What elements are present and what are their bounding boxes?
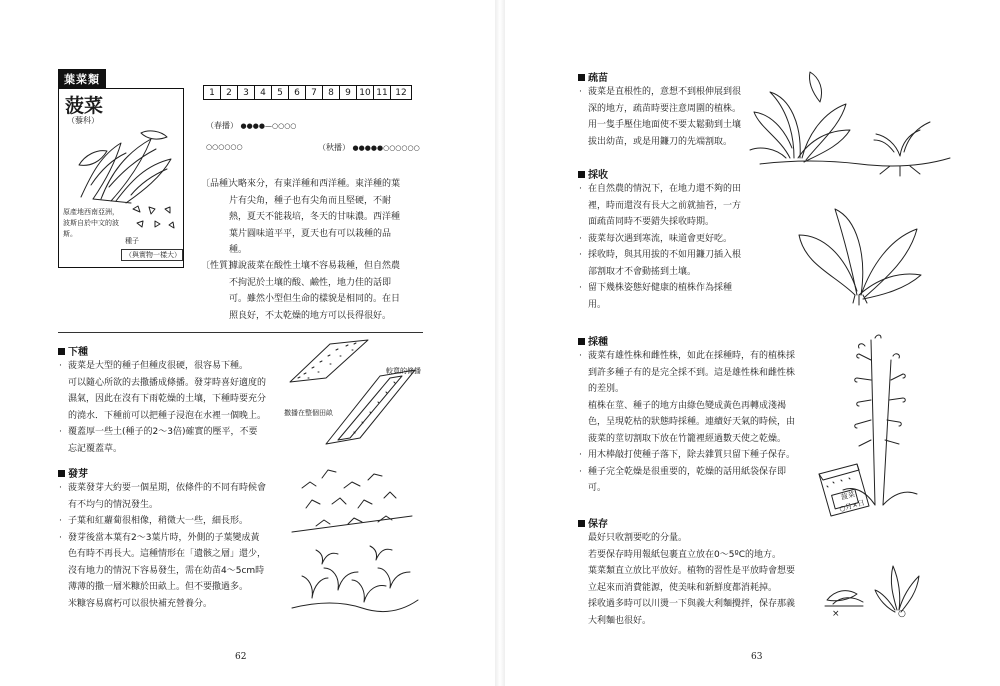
storage-heading: 保存 [578,515,608,530]
text-line: 忘記覆蓋草。 [68,443,123,454]
plant-profile-box [58,88,184,268]
sprouts-illustration [292,468,422,618]
sprouting-heading: 發芽 [58,465,88,480]
month-cell: 6 [289,86,306,99]
text-line: · 菠菜有雄性株和雌性株，如此在採種時，有的植株採 [578,348,818,365]
text-line: 薄薄的撒一層米糠於田畝上。但不要撒過多。 [68,582,249,592]
flat-storage-mark: × [832,609,840,619]
text-line: 有不均勻的情況發生。 [68,499,159,510]
thinning-heading: 疏苗 [578,69,608,84]
seeding-text [578,348,818,497]
autumn-sowing-timeline [318,142,420,153]
text-line: · 採收時，與其用拔的不如用鐮刀插入根 [578,247,768,264]
storage-text [578,530,823,629]
left-page [0,0,495,686]
right-page [505,0,1000,686]
sowing-heading: 下種 [58,343,88,358]
text-line: 採收過多時可以川燙一下與義大利麵攪拌，保存那義 [588,599,796,609]
text-line: 濕氣，因此在沒有下雨乾燥的土壤，下種時要充分 [68,394,267,404]
month-cell: 9 [340,86,357,99]
text-line: 可以隨心所欲的去撒播成條播。發芽時喜好適度的 [68,377,267,388]
autumn-label: （秋播） [318,143,350,152]
text-line: · 覆蓋厚一些土(種子的2～3倍)確實的壓平，不要 [58,424,288,441]
spring-label: （春播） [206,121,238,130]
square-bullet-icon [578,171,585,178]
month-cell: 10 [357,86,374,99]
text-line: 色有時不再長大。這種情形在「遺骸之層」還少， [68,549,267,559]
text-line: 用一隻手壓住地面使不要太鬆動到土壤 [588,120,742,130]
seed-label: 種子 [125,237,139,245]
variety-body [229,176,419,259]
text-line: 面疏苗同時不要錯失採收時期。 [588,217,715,227]
packet-label-date: ○月×日 [838,498,866,514]
spring-sowing-timeline [206,120,296,131]
text-line: · 發芽後當本葉有2～3葉片時，外側的子葉變成黃 [58,530,288,547]
month-cell: 7 [306,86,323,99]
spring-harvest-timeline [206,142,243,151]
variety-line: 葉片圓味道平平，夏天也有可以栽種的品 [229,228,392,239]
text-line: · 留下幾株姿態好健康的植株作為採種 [578,280,768,297]
month-cell: 1 [204,86,221,99]
text-line: · 用木棒敲打使種子落下，除去雜質只留下種子保存。 [578,447,818,464]
text-line: · 菠菜發芽大約要一個星期，依條件的不同有時候會 [58,480,288,497]
nature-label: 〔性質〕 [201,261,238,271]
nature-line: 據說菠菜在酸性土壤不容易栽種，但自然農 [229,261,401,271]
month-cell: 12 [395,87,407,98]
category-tag: 葉菜類 [58,69,106,89]
month-cell: 5 [272,86,289,99]
text-line: 色，呈現乾枯的狀態時採種。連續好天氣的時候，由 [588,417,796,427]
text-line: 菠菜的莖切割取下放在竹籠裡經過數天使之乾燥。 [588,433,787,444]
text-line: · 在自然農的情況下，在地力還不夠的田 [578,181,768,198]
broadcast-caption: 撒播在整個田畝 [284,409,333,417]
text-line: 裡，時而還沒有長大之前就抽苔，一方 [588,200,742,211]
seed-size-note: （與實物一樣大） [121,249,183,261]
sowing-field-illustration [290,338,425,448]
text-line: 深的地方，疏苗時要注意周圍的植株。 [588,103,742,114]
nature-line: 不拘泥於土壤的酸、鹼性，地力佳的話即 [229,277,392,288]
nature-line: 照良好，不太乾燥的地方可以長得很好。 [229,310,392,321]
text-line: 若要保存時用報紙包裹直立放在0～5ºC的地方。 [588,549,781,560]
text-line: 可。 [588,483,607,493]
text-line: 到許多種子有的是完全採不到。這是雄性株和雌性株 [588,367,796,378]
plant-family: （藜科） [67,116,99,125]
variety-line: 種。 [229,245,248,255]
month-cell: 8 [323,86,340,99]
spinach-bunch-illustration [71,125,181,205]
harvest-heading: 採收 [578,166,608,181]
text-line: 的澆水．下種前可以把種子浸泡在水裡一個晚上。 [68,410,267,421]
thinning-text [578,84,768,150]
text-line: 的差別。 [588,384,625,394]
month-cell: 4 [255,86,272,99]
seeding-heading: 採種 [578,333,608,348]
month-calendar [203,85,412,100]
variety-line: 片有尖角，種子也有尖角而且堅硬，不耐 [229,195,392,206]
square-bullet-icon [578,338,585,345]
variety-line: 熱，夏天不能栽培，冬天的甘味濃。西洋種 [229,212,401,222]
variety-line: 大略來分，有東洋種和西洋種。東洋種的葉 [229,179,401,189]
growing-spinach-illustration [750,68,950,178]
month-cell: 2 [221,86,238,99]
nature-body [229,258,419,324]
seeds-illustration [127,203,177,235]
text-line: 部割取才不會動搖到土壤。 [588,266,697,277]
month-cell: 3 [238,86,255,99]
square-bullet-icon [58,470,65,477]
upright-storage-mark: ○ [898,609,906,619]
text-line: 大利麵也很好。 [588,615,652,626]
text-line: · 菠菜是直根性的，意想不到根伸展到很 [578,84,768,101]
text-line: 葉菜類直立放比平放好。植物的習性是平放時會想要 [588,566,796,576]
text-line: · 種子完全乾燥是很重要的，乾燥的話用紙袋保存即 [578,464,818,481]
text-line: 沒有地力的情況下容易發生，需在幼苗4～5cm時 [68,565,265,576]
autumn-dots: ●●●●●○○○○○○ [352,144,420,152]
text-line: 拔出幼苗，或是用鐮刀的先端割取。 [588,136,733,147]
spring-dots-2: ○○○○○○ [206,143,243,151]
nature-field [201,258,426,328]
square-bullet-icon [578,74,585,81]
plant-origin-note: 原產地西南亞洲，波斯自於中文的波斯。 [63,208,119,238]
harvested-spinach-illustration [795,195,925,305]
text-line: 用。 [588,299,607,310]
spring-dots: ●●●●—○○○○ [240,122,297,130]
page-number-right: 63 [751,652,763,662]
text-line: 立起來而消費能源，使美味和新鮮度都消耗掉。 [588,582,778,593]
month-cell: 11 [374,86,391,99]
wide-row-caption: 較寬的條播 [386,367,421,375]
section-divider [58,332,423,333]
sowing-text [58,358,288,457]
page-number-left: 62 [235,652,247,662]
text-line: 最好只收割要吃的分量。 [588,533,688,543]
square-bullet-icon [578,520,585,527]
text-line: · 菠菜每次遇到寒流，味道會更好吃。 [578,231,768,248]
sprouting-text [58,480,288,612]
text-line: 米糠容易腐朽可以很快補充營養分。 [68,598,213,609]
text-line: 植株在莖、種子的地方由綠色變成黃色再轉成淺褐 [588,400,787,411]
harvest-text [578,181,768,313]
plant-name: 菠菜 [65,95,104,117]
variety-label: 〔品種〕 [201,179,238,189]
text-line: · 子葉和紅蘿蔔很相像，稍微大一些，細長形。 [58,513,288,530]
text-line: · 菠菜是大型的種子但種皮很硬，很容易下種。 [58,358,288,375]
book-gutter [495,0,505,686]
variety-field [201,176,426,262]
nature-line: 可。雖然小型但生命的樣貌是相同的。在日 [229,294,401,304]
square-bullet-icon [58,348,65,355]
packet-label-name: 菠菜 [840,490,856,502]
